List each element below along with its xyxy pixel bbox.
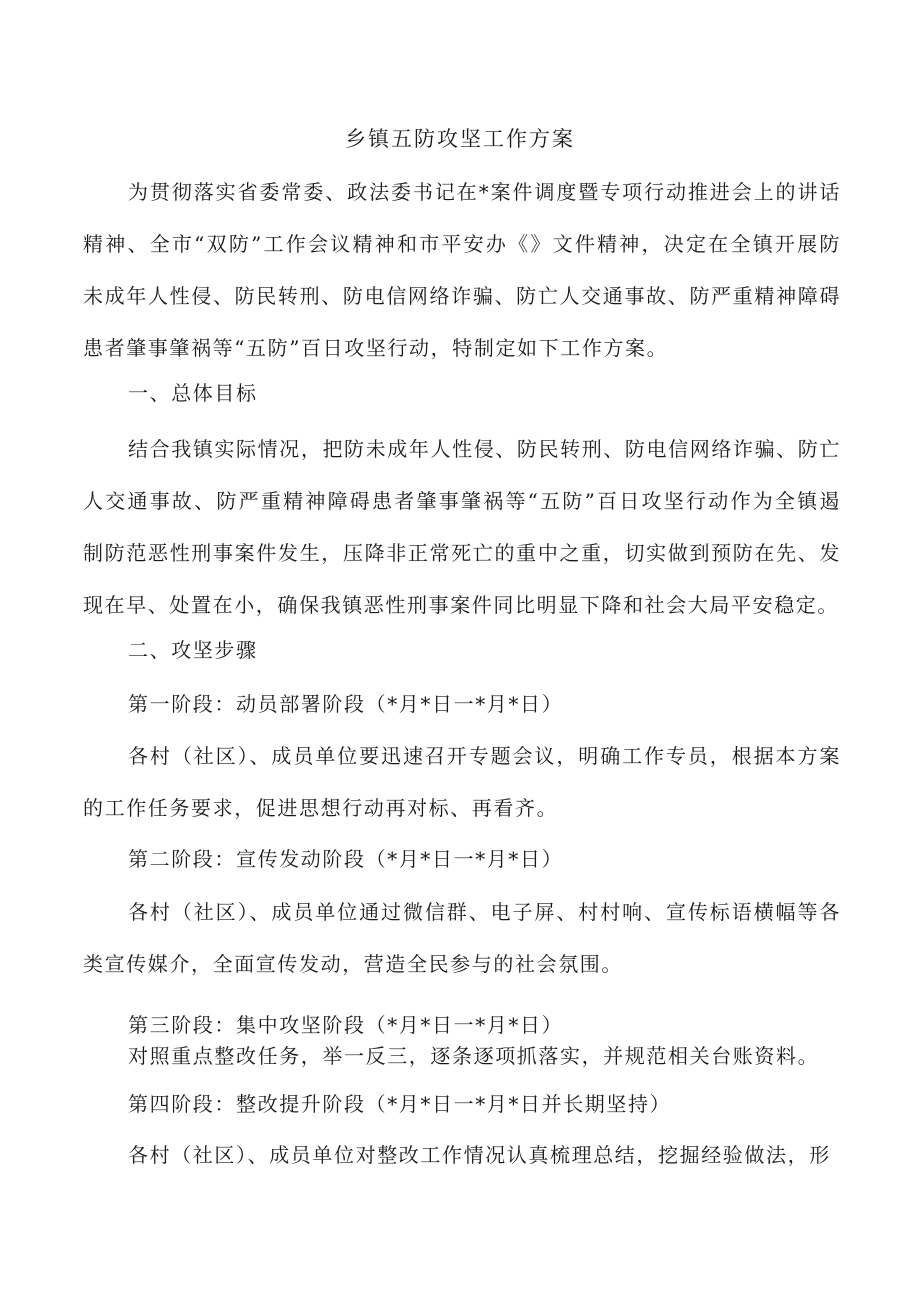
section-heading-steps: 二、攻坚步骤 <box>128 638 258 662</box>
stage2-heading: 第二阶段：宣传发动阶段（*月*日一*月*日） <box>128 847 564 871</box>
section-heading-overall-goal: 一、总体目标 <box>128 381 258 405</box>
stage4-heading: 第四阶段：整改提升阶段（*月*日一*月*日并长期坚持） <box>128 1092 672 1116</box>
stage1-paragraph: 各村（社区）、成员单位要迅速召开专题会议，明确工作专员，根据本方案的工作任务要求，促进思想行动再对标、再看齐。 <box>83 744 841 820</box>
stage1-heading: 第一阶段：动员部署阶段（*月*日一*月*日） <box>128 692 564 716</box>
stage3-heading: 第三阶段：集中攻坚阶段（*月*日一*月*日） <box>128 1013 564 1037</box>
stage2-paragraph: 各村（社区）、成员单位通过微信群、电子屏、村村响、宣传标语横幅等各类宣传媒介，全面宣传发动，营造全民参与的社会氛围。 <box>83 900 841 976</box>
document-title: 乡镇五防攻坚工作方案 <box>345 127 575 151</box>
stage4-paragraph: 各村（社区）、成员单位对整改工作情况认真梳理总结，挖掘经验做法，形 <box>128 1143 831 1167</box>
intro-paragraph: 为贯彻落实省委常委、政法委书记在*案件调度暨专项行动推进会上的讲话精神、全市“双防”工作会议精神和市平安办《》文件精神，决定在全镇开展防未成年人性侵、防民转刑、防电信网络诈骗、防亡人交通事故、防严重精神障碍患者肇事肇祸等“五防”百日攻坚行动，特制定如下工作方案。 <box>83 180 841 360</box>
overall-goal-paragraph: 结合我镇实际情况，把防未成年人性侵、防民转刑、防电信网络诈骗、防亡人交通事故、防严重精神障碍患者肇事肇祸等“五防”百日攻坚行动作为全镇遏制防范恶性刑事案件发生，压降非正常死亡的重中之重，切实做到预防在先、发现在早、处置在小，确保我镇恶性刑事案件同比明显下降和社会大局平安稳定。 <box>83 437 841 617</box>
stage3-paragraph: 对照重点整改任务，举一反三，逐条逐项抓落实，并规范相关台账资料。 <box>128 1044 820 1068</box>
